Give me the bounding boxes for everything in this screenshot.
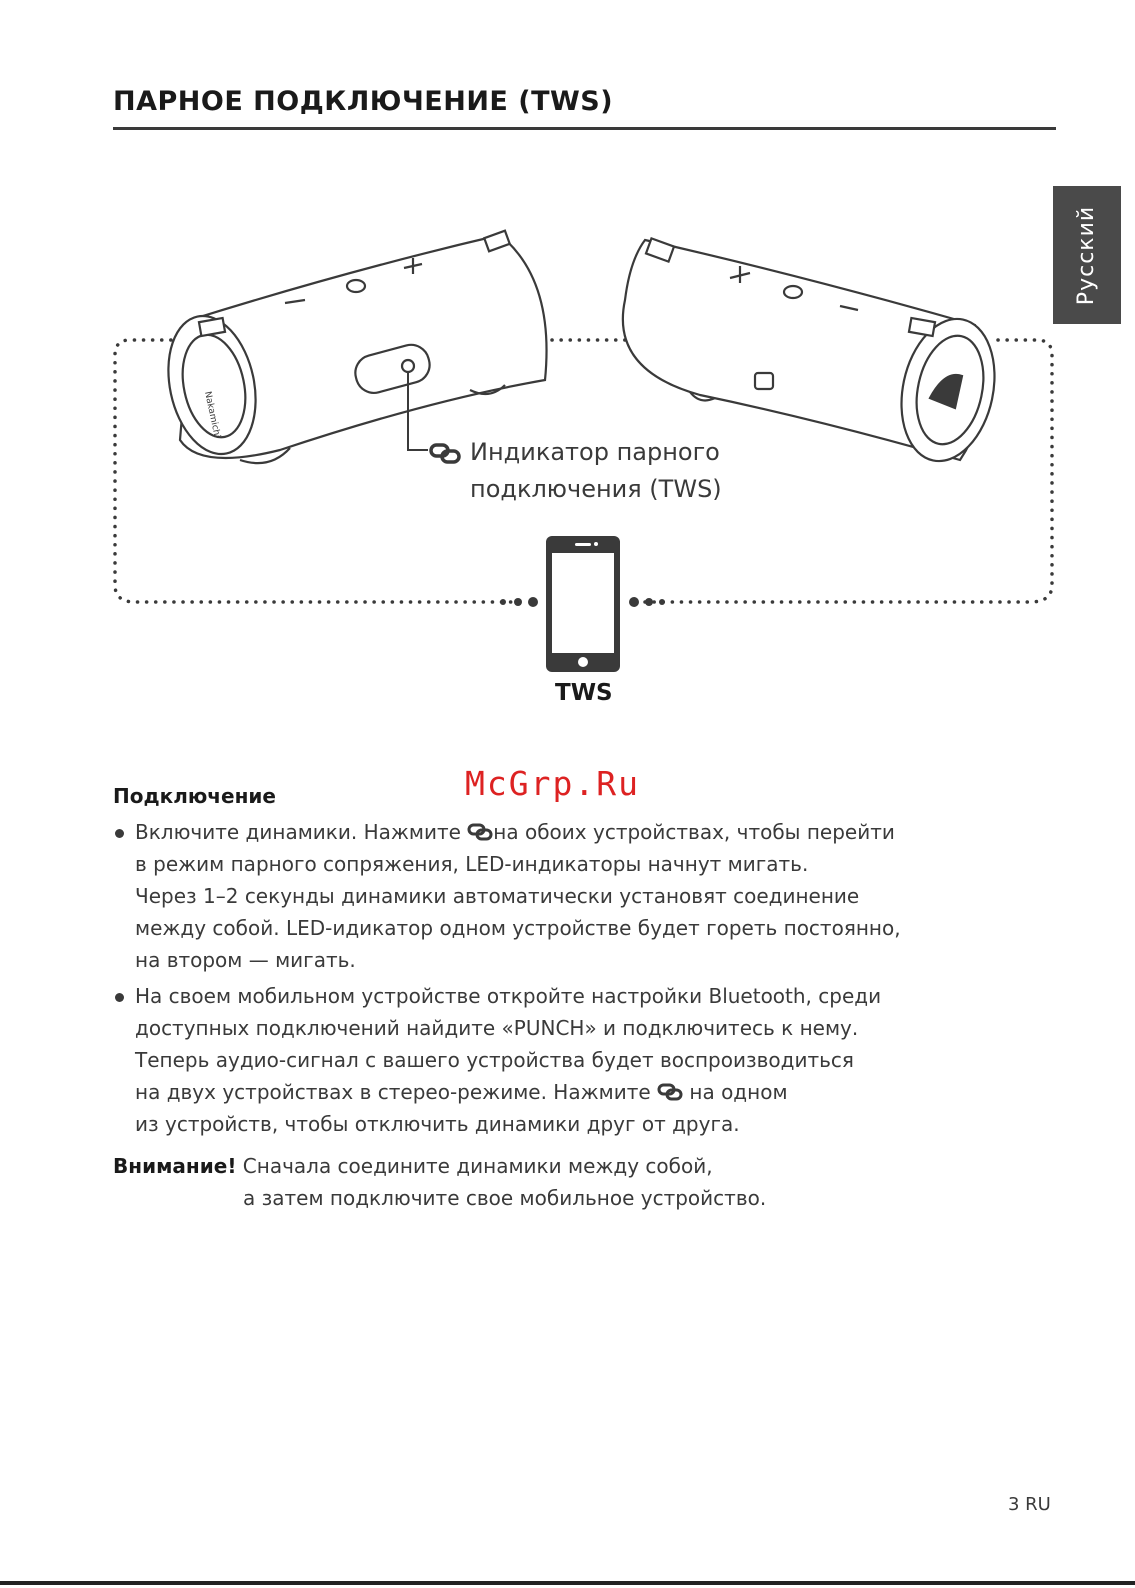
tws-link-icon xyxy=(431,445,459,462)
watermark: McGrp.Ru xyxy=(465,764,640,803)
title-divider xyxy=(113,127,1056,130)
svg-text:Nakamichi: Nakamichi xyxy=(202,390,222,439)
indicator-label-line1: Индикатор парного xyxy=(470,438,720,466)
language-label: Русский xyxy=(1074,205,1100,305)
bullet-2-line-1: На своем мобильном устройстве откройте настройки Bluetooth, среди xyxy=(135,984,882,1008)
tws-indicator-label xyxy=(470,434,722,508)
bottom-divider xyxy=(0,1581,1135,1585)
instruction-list xyxy=(113,816,1013,1144)
warning-line-2: а затем подключите свое мобильное устройство. xyxy=(243,1186,767,1210)
phone-tws-label: TWS xyxy=(555,680,613,706)
bullet-1-line-2: в режим парного сопряжения, LED-индикаторы начнут мигать. xyxy=(135,852,809,876)
bullet-1-line-1: Включите динамики. Нажмите на обоих устройствах, чтобы перейти xyxy=(135,820,895,844)
warning-line-1: Внимание! Сначала соедините динамики между собой, xyxy=(113,1154,713,1178)
bullet-2-line-5: из устройств, чтобы отключить динамики друг от друга. xyxy=(135,1112,740,1136)
bullet-2-line-3: Теперь аудио-сигнал с вашего устройства будет воспроизводиться xyxy=(135,1048,854,1072)
bullet-1-line-3: Через 1–2 секунды динамики автоматически установят соединение xyxy=(135,884,860,908)
smartphone-icon xyxy=(546,536,620,672)
page-number: 3 RU xyxy=(1008,1494,1051,1515)
warning-label: Внимание! xyxy=(113,1154,237,1178)
bullet-2-line-4: на двух устройствах в стерео-режиме. Нажмите на одном xyxy=(135,1080,788,1104)
page-title: ПАРНОЕ ПОДКЛЮЧЕНИЕ (TWS) xyxy=(113,86,614,117)
bullet-2-line-2: доступных подключений найдите «PUNCH» и подключитесь к нему. xyxy=(135,1016,859,1040)
list-item xyxy=(113,816,1013,976)
bullet-1-line-5: на втором — мигать. xyxy=(135,948,356,972)
warning-note xyxy=(113,1150,766,1214)
indicator-label-line2: подключения (TWS) xyxy=(470,475,722,503)
bullet-1-line-4: между собой. LED-идикатор одном устройстве будет гореть постоянно, xyxy=(135,916,901,940)
tws-link-icon xyxy=(657,1083,683,1101)
tws-link-icon xyxy=(467,823,493,841)
list-item xyxy=(113,980,1013,1140)
section-heading: Подключение xyxy=(113,784,276,808)
